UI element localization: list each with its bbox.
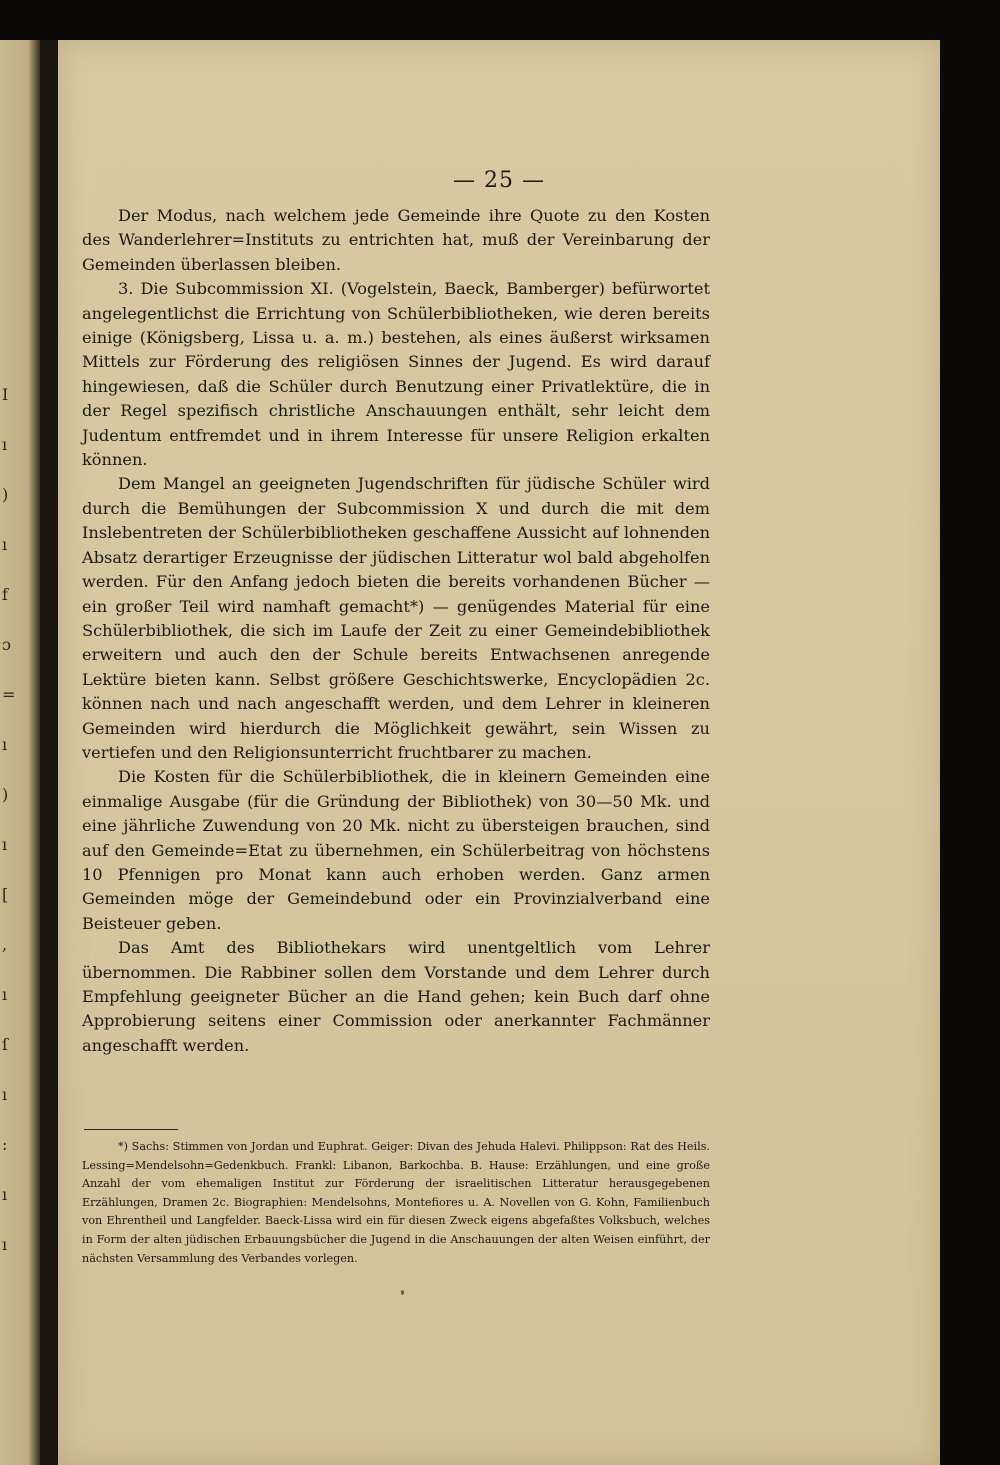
scan-background-right <box>940 0 1000 1465</box>
letter-fragment: ı <box>2 1185 8 1204</box>
letter-fragment: : <box>2 1135 8 1154</box>
paragraph: Dem Mangel an geeigneten Jugendschriften für jüdische Schüler wird durch die Bemühungen der Subcommission X und durch die mit dem Inslebentreten der Schülerbibliotheken geschaffene Aussicht auf lohnenden Absatz derartiger Erzeugnisse der jüdischen Litteratur wol bald abgeholfen werden. Für den Anfang jedoch bieten die bereits vorhandenen Bücher — ein großer Teil wird namhaft gemacht*) — genügendes Material für eine Schülerbibliothek, die sich im Laufe der Zeit zu einer Gemeindebibliothek erweitern und auch den der Schule bereits Entwachsenen anregende Lektüre bieten kann. Selbst größere Geschichtswerke, Encyclopädien 2c. können nach und nach angeschafft werden, und dem Lehrer in kleineren Gemeinden wird hierdurch die Möglichkeit gewährt, sein Wissen zu vertiefen und den Religionsunterricht fruchtbarer zu machen. <box>82 474 710 762</box>
footnote-separator <box>84 1129 178 1130</box>
letter-fragment: , <box>2 935 8 954</box>
body-text <box>82 204 710 1058</box>
book-page <box>58 40 940 1465</box>
letter-fragment: ı <box>2 985 8 1004</box>
letter-fragment: [ <box>2 885 9 904</box>
paragraph: Der Modus, nach welchem jede Gemeinde ihre Quote zu den Kosten des Wanderlehrer=Instituts zu entrichten hat, muß der Vereinbarung der Gemeinden überlassen bleiben. <box>82 206 710 274</box>
letter-fragment: = <box>2 685 16 704</box>
ink-speck <box>401 1290 404 1295</box>
paragraph: Das Amt des Bibliothekars wird unentgeltlich vom Lehrer übernommen. Die Rabbiner sollen dem Vorstande und dem Lehrer durch Empfehlung geeigneter Bücher an die Hand gehen; kein Buch darf ohne Approbierung seitens einer Commission oder anerkannter Fachmänner angeschafft werden. <box>82 938 710 1055</box>
letter-fragment: ı <box>2 835 8 854</box>
book-gutter <box>40 40 58 1465</box>
page-number: — 25 — <box>453 168 545 193</box>
letter-fragment: ſ <box>2 1035 8 1054</box>
letter-fragment: ɔ <box>2 635 11 654</box>
letter-fragment: I <box>2 385 9 404</box>
previous-page-letter-fragments <box>2 370 22 1270</box>
footnote-text: *) Sachs: Stimmen von Jordan und Euphrat. Geiger: Divan des Jehuda Halevi. Philippson: Rat des Heils. Lessing=Mendelsohn=Gedenkbuch. Frankl: Libanon, Barkochba. B. Hause: Erzählungen, und eine große Anzahl der vom ehemaligen Institut zur Förderung der israelitischen Litteratur herausgegebenen Erzählungen, Dramen 2c. Biographien: Mendelsohns, Montefiores u. A. Novellen von G. Kohn, Familienbuch von Ehrentheil und Langfelder. Baeck-Lissa wird ein für diesen Zweck eigens abgefaßtes Volksbuch, welches in Form der alten jüdischen Erbauungsbücher die Jugend in die Anschauungen der alten Weisen einführt, der nächsten Versammlung des Verbandes vorlegen. <box>82 1140 710 1265</box>
letter-fragment: ı <box>2 535 8 554</box>
paragraph: 3. Die Subcommission XI. (Vogelstein, Baeck, Bamberger) befürwortet angelegentlichst die Errichtung von Schülerbibliotheken, wie deren bereits einige (Königsberg, Lissa u. a. m.) bestehen, als eines äußerst wirksamen Mittels zur Förderung des religiösen Sinnes der Jugend. Es wird darauf hingewiesen, daß die Schüler durch Benutzung einer Privatlektüre, die in der Regel spezifisch christliche Anschauungen enthält, sehr leicht dem Judentum entfremdet und in ihrem Interesse für unsere Religion erkalten können. <box>82 279 710 470</box>
letter-fragment: ı <box>2 435 8 454</box>
letter-fragment: f <box>2 585 8 604</box>
letter-fragment: ı <box>2 1235 8 1254</box>
letter-fragment: ı <box>2 1085 8 1104</box>
paragraph: Die Kosten für die Schülerbibliothek, die in kleinern Gemeinden eine einmalige Ausgabe (für die Gründung der Bibliothek) von 30—50 Mk. und eine jährliche Zuwendung von 20 Mk. nicht zu übersteigen brauchen, sind auf den Gemeinde=Etat zu übernehmen, ein Schülerbeitrag von höchstens 10 Pfennigen pro Monat kann auch erhoben werden. Ganz armen Gemeinden möge der Gemeindebund oder ein Provinzialverband eine Beisteuer geben. <box>82 767 710 933</box>
letter-fragment: ) <box>2 485 9 504</box>
footnote <box>82 1138 710 1268</box>
letter-fragment: ı <box>2 735 8 754</box>
previous-page-edge <box>0 40 40 1465</box>
letter-fragment: ) <box>2 785 9 804</box>
